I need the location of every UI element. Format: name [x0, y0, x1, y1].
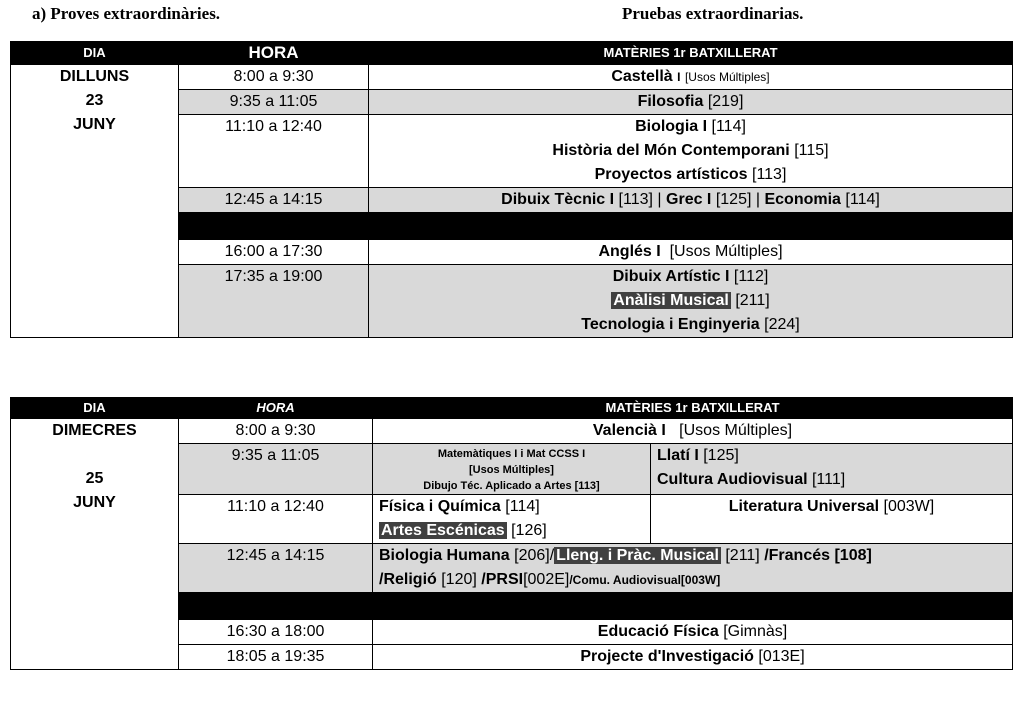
header-dia: DIA [11, 398, 179, 419]
subject-name-highlighted: Artes Escénicas [381, 522, 505, 539]
room-label: [Gimnàs] [723, 623, 788, 640]
subject-cell [373, 495, 651, 544]
room-label: [126] [511, 522, 547, 539]
time-cell: 9:35 a 11:05 [179, 444, 373, 495]
subject-name: Proyectos artísticos [594, 166, 748, 183]
day-name: DILLUNS [59, 68, 130, 85]
break-cell [179, 593, 1013, 620]
subject-name: Dibujo Téc. Aplicado a Artes [113] [423, 480, 600, 492]
table-header-row [11, 42, 1013, 65]
room-label: [115] [794, 142, 829, 159]
time-cell: 8:00 a 9:30 [179, 65, 369, 90]
room-label: [013E] [758, 648, 805, 665]
day-number: 23 [85, 92, 104, 109]
subject-name: Literatura Universal [728, 498, 880, 515]
time-cell: 8:00 a 9:30 [179, 419, 373, 444]
room-label: [Usos Múltiples] [469, 464, 554, 476]
room-label: [112] [733, 268, 769, 285]
subject-cell [651, 444, 1013, 495]
subject-cell [651, 495, 1013, 544]
room-label: [114] [505, 498, 540, 515]
room-label: [211] [725, 547, 760, 564]
section-title-spanish: Pruebas extraordinarias. [622, 4, 804, 23]
day-name: DIMECRES [52, 422, 137, 439]
subject-cell [369, 188, 1013, 213]
subject-name-highlighted: Anàlisi Musical [613, 292, 729, 309]
subject-name: Dibuix Artístic I [612, 268, 730, 285]
subject-name-highlighted: Lleng. i Pràc. Musical [556, 547, 719, 564]
room-label: [Usos Múltiples] [679, 422, 793, 439]
room-label: [125] [703, 447, 739, 464]
day-month: JUNY [73, 494, 116, 511]
subject-name: Llatí I [657, 447, 699, 464]
day-number: 25 [85, 470, 104, 487]
subject-name: /Comu. Audiovisual[003W] [569, 573, 721, 587]
room-label: [113] [752, 166, 787, 183]
subject-name: Biologia Humana [379, 547, 510, 564]
subject-cell [373, 444, 651, 495]
subject-name: Dibuix Tècnic I [501, 191, 615, 208]
header-dia: DIA [11, 42, 179, 65]
subject-name: Anglés I [598, 243, 661, 260]
subject-name: Grec I [666, 191, 712, 208]
schedule-table-monday [10, 41, 1013, 338]
subject-name: Projecte d'Investigació [580, 648, 754, 665]
room-label: [002E] [523, 571, 570, 588]
day-month: JUNY [73, 116, 116, 133]
room-label: [125] [715, 191, 752, 208]
header-materies: MATÈRIES 1r BATXILLERAT [373, 398, 1013, 419]
time-cell: 16:30 a 18:00 [179, 620, 373, 645]
room-label: [219] [707, 93, 744, 110]
subject-name: /Francés [108] [764, 547, 872, 564]
subject-name: Tecnologia i Enginyeria [581, 316, 760, 333]
room-label: [211] [735, 292, 770, 309]
day-cell [11, 65, 179, 338]
time-cell: 11:10 a 12:40 [179, 115, 369, 188]
subject-name: /Religió [379, 571, 437, 588]
subject-name: Filosofia [637, 93, 704, 110]
room-label: [224] [764, 316, 800, 333]
subject-name: Economia [764, 191, 841, 208]
header-hora: HORA [179, 398, 373, 419]
room-label: [114] [845, 191, 880, 208]
subject-cell [369, 90, 1013, 115]
time-cell: 9:35 a 11:05 [179, 90, 369, 115]
room-label: [114] [711, 118, 746, 135]
subject-cell [373, 645, 1013, 670]
subject-name: Física i Química [379, 498, 501, 515]
subject-name: Biologia I [635, 118, 708, 135]
time-cell: 12:45 a 14:15 [179, 544, 373, 593]
subject-name: Valencià I [592, 422, 666, 439]
table-row [11, 419, 1013, 444]
subject-level: I [677, 70, 681, 84]
subject-name: Castellà [611, 68, 673, 85]
table-row [11, 65, 1013, 90]
time-cell: 17:35 a 19:00 [179, 265, 369, 338]
separator: | [755, 191, 761, 208]
break-cell [179, 213, 1013, 240]
subject-name: Educació Física [597, 623, 719, 640]
subject-name: Matemàtiques I i Mat CCSS I [437, 448, 586, 460]
room-label: [113] [618, 191, 653, 208]
section-title-catalan: a) Proves extraordinàries. [32, 4, 221, 23]
separator: | [657, 191, 662, 208]
subject-name: Història del Món Contemporani [552, 142, 790, 159]
subject-cell [369, 265, 1013, 338]
room-label: [003W] [883, 498, 935, 515]
time-cell: 11:10 a 12:40 [179, 495, 373, 544]
subject-cell [369, 115, 1013, 188]
header-materies: MATÈRIES 1r BATXILLERAT [369, 42, 1013, 65]
room-label: [Usos Múltiples] [684, 70, 770, 84]
time-cell: 12:45 a 14:15 [179, 188, 369, 213]
room-label: [111] [811, 471, 846, 488]
subject-cell [373, 419, 1013, 444]
subject-name: /PRSI [481, 571, 524, 588]
subject-cell [369, 240, 1013, 265]
room-label: [206]/ [514, 547, 555, 564]
subject-cell [373, 544, 1013, 593]
room-label: [120] [441, 571, 477, 588]
header-hora: HORA [179, 42, 369, 65]
subject-name: Cultura Audiovisual [657, 471, 808, 488]
subject-cell [373, 620, 1013, 645]
schedule-table-wednesday [10, 397, 1013, 670]
time-cell: 18:05 a 19:35 [179, 645, 373, 670]
room-label: [Usos Múltiples] [669, 243, 783, 260]
day-cell [11, 419, 179, 670]
table-header-row [11, 398, 1013, 419]
time-cell: 16:00 a 17:30 [179, 240, 369, 265]
subject-cell [369, 65, 1013, 90]
